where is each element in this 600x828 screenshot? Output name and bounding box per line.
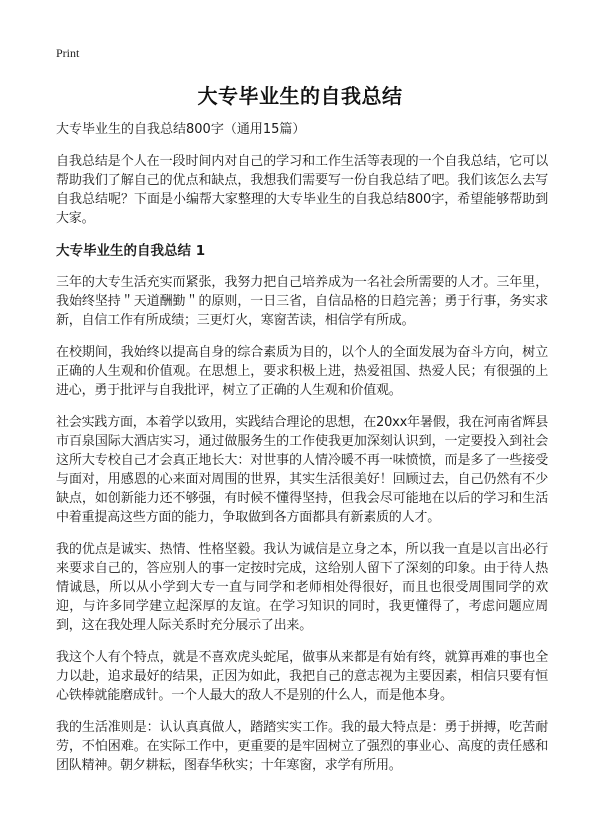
print-link[interactable]: Print (56, 46, 80, 60)
document-body (56, 120, 548, 788)
body-paragraph: 社会实践方面，本着学以致用，实践结合理论的思想，在20xx年暑假，我在河南省辉县市百泉国际大酒店实习，通过做服务生的工作使我更加深刻认识到，一定要投入到社会这所大专校自己才会真正地长大：对世事的人情冷暖不再一味愤愤，而是多了一些接受与面对，用感恩的心来面对周围的世界，其实生活很美好！回顾过去，自己仍然有不少缺点，如创新能力还不够强，有时候不懂得坚持，但我会尽可能地在以后的学习和生活中着重提高这些方面的能力，争取做到各方面都具有新素质的人才。 (56, 415, 548, 525)
body-paragraph: 三年的大专生活充实而紧张，我努力把自己培养成为一名社会所需要的人才。三年里，我始终坚持＂天道酬勤＂的原则，一日三省，自信品格的日趋完善；勇于行事，务实求新，自信工作有所成绩；三更灯火，寒窗苦读，相信学有所成。 (56, 275, 548, 328)
body-paragraph: 我的生活准则是：认认真真做人，踏踏实实工作。我的最大特点是：勇于拼搏，吃苦耐劳，不怕困难。在实际工作中，更重要的是牢固树立了强烈的事业心、高度的责任感和团队精神。朝夕耕耘，图春华秋实；十年寒窗，求学有所用。 (56, 720, 548, 773)
body-paragraph: 我的优点是诚实、热情、性格坚毅。我认为诚信是立身之本，所以我一直是以言出必行来要求自己的，答应别人的事一定按时完成，这给别人留下了深刻的印象。由于待人热情诚恳，所以从小学到大专一直与同学和老师相处得很好，而且也很受周围同学的欢迎，与许多同学建立起深厚的友谊。在学习知识的同时，我更懂得了，考虑问题应周到，这在我处理人际关系时充分展示了出来。 (56, 542, 548, 633)
section-heading: 大专毕业生的自我总结 1 (56, 243, 206, 259)
page-title: 大专毕业生的自我总结 (197, 84, 403, 108)
body-paragraph: 我这个人有个特点，就是不喜欢虎头蛇尾，做事从来都是有始有终，就算再难的事也全力以赴，追求最好的结果，正因为如此，我把自己的意志视为主要因素，相信只要有恒心铁棒就能磨成针。一个人最大的敌人不是别的什么人，而是他本身。 (56, 650, 548, 703)
document-subtitle: 大专毕业生的自我总结800字（通用15篇） (56, 122, 306, 137)
intro-paragraph: 自我总结是个人在一段时间内对自己的学习和工作生活等表现的一个自我总结，它可以帮助我们了解自己的优点和缺点，我想我们需要写一份自我总结了吧。我们该怎么去写自我总结呢？下面是小编帮大家整理的大专毕业生的自我总结800字，希望能够帮助到大家。 (56, 154, 548, 226)
body-paragraph: 在校期间，我始终以提高自身的综合素质为目的，以个人的全面发展为奋斗方向，树立正确的人生观和价值观。在思想上，要求积极上进，热爱祖国、热爱人民；有很强的上进心，勇于批评与自我批评，树立了正确的人生观和价值观。 (56, 345, 548, 398)
